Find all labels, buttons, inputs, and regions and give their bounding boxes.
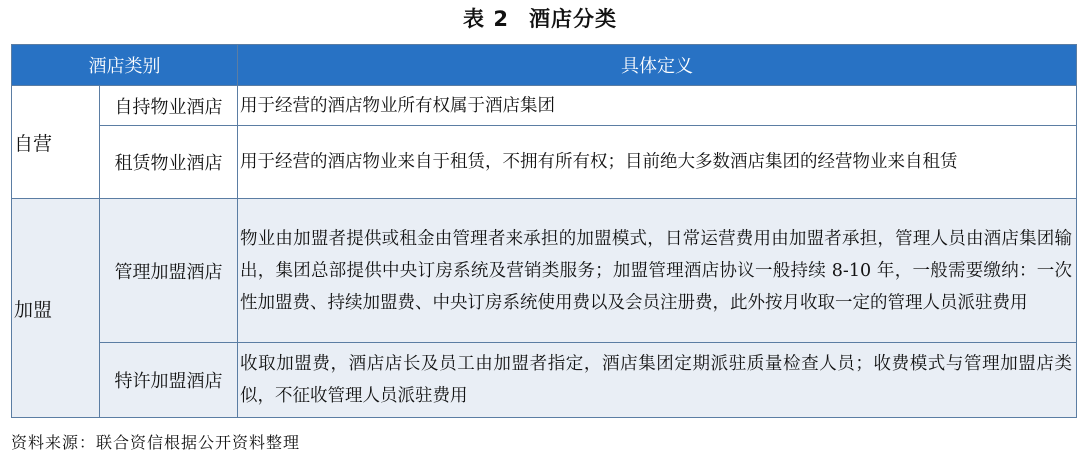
table-number: 表 2 [463,7,509,31]
row-type-leased: 租赁物业酒店 [100,126,238,199]
table-title [0,5,1080,33]
table-row [12,126,1077,199]
source-note: 资料来源：联合资信根据公开资料整理 [11,433,301,452]
table-row [12,199,1077,343]
hotel-classification-table [11,44,1077,418]
group-self-operated: 自营 [12,86,100,199]
table-title-text: 酒店分类 [528,7,617,31]
header-definition: 具体定义 [238,45,1077,86]
row-type-licensed-franchise: 特许加盟酒店 [100,343,238,418]
table-row [12,343,1077,418]
row-definition-owned: 用于经营的酒店物业所有权属于酒店集团 [238,86,1077,126]
row-definition-managed-franchise: 物业由加盟者提供或租金由管理者来承担的加盟模式，日常运营费用由加盟者承担，管理人员由酒店集团输出，集团总部提供中央订房系统及营销类服务；加盟管理酒店协议一般持续 8-10 年，一般需要缴纳：一次性加盟费、持续加盟费、中央订房系统使用费以及会员注册费，此外按月收取一定的管理人员派驻费用 [238,199,1077,343]
row-definition-licensed-franchise: 收取加盟费，酒店店长及员工由加盟者指定，酒店集团定期派驻质量检查人员；收费模式与管理加盟店类似，不征收管理人员派驻费用 [238,343,1077,418]
row-type-managed-franchise: 管理加盟酒店 [100,199,238,343]
header-category: 酒店类别 [12,45,238,86]
table-row [12,86,1077,126]
row-type-owned: 自持物业酒店 [100,86,238,126]
header-row [12,45,1077,86]
row-definition-leased: 用于经营的酒店物业来自于租赁，不拥有所有权；目前绝大多数酒店集团的经营物业来自租赁 [238,126,1077,199]
group-franchise: 加盟 [12,199,100,418]
